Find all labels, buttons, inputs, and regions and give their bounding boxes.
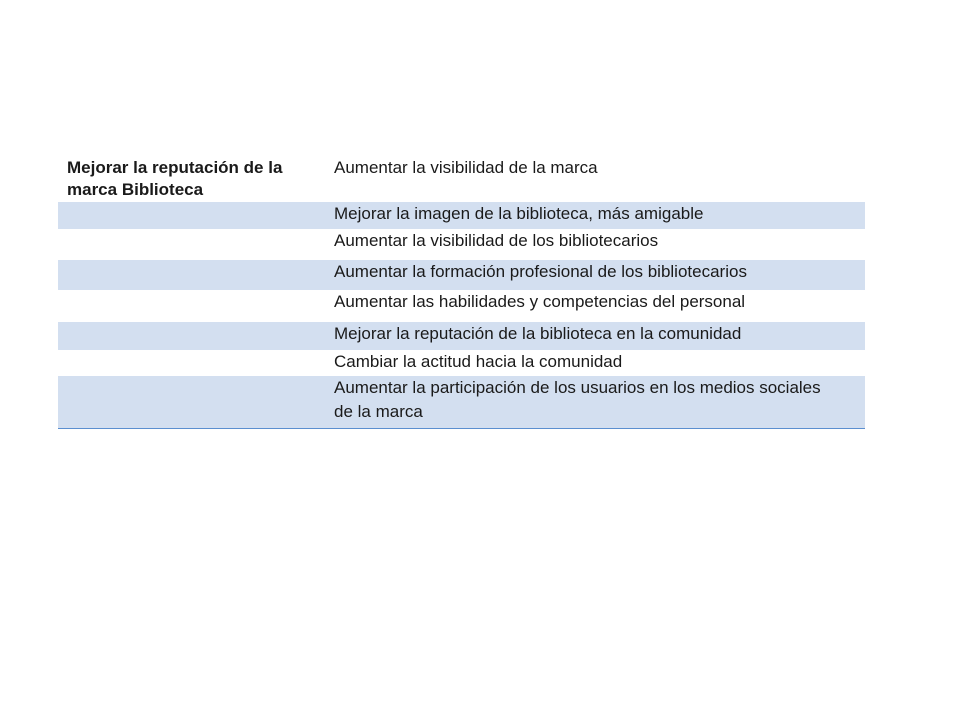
table-row [58, 376, 865, 428]
table-row [58, 202, 865, 229]
table-row [58, 350, 865, 376]
objective-cell: Aumentar la visibilidad de los bibliotecarios [334, 231, 659, 250]
table-row [58, 229, 865, 260]
objectives-table [58, 154, 865, 429]
objective-cell: Aumentar la formación profesional de los bibliotecarios [334, 262, 747, 281]
objective-cell: Aumentar la participación de los usuarios en los medios sociales de la marca [334, 378, 821, 421]
objective-cell: Aumentar la visibilidad de la marca [334, 158, 598, 177]
objective-cell: Aumentar las habilidades y competencias del personal [334, 292, 746, 311]
objective-cell: Cambiar la actitud hacia la comunidad [334, 352, 623, 371]
objective-cell: Mejorar la reputación de la biblioteca en la comunidad [334, 324, 742, 343]
table-row [58, 322, 865, 350]
category-cell: Mejorar la reputación de la marca Biblioteca [67, 158, 283, 199]
table-row [58, 290, 865, 322]
table-row [58, 154, 865, 202]
table-row [58, 260, 865, 290]
objective-cell: Mejorar la imagen de la biblioteca, más amigable [334, 204, 704, 223]
